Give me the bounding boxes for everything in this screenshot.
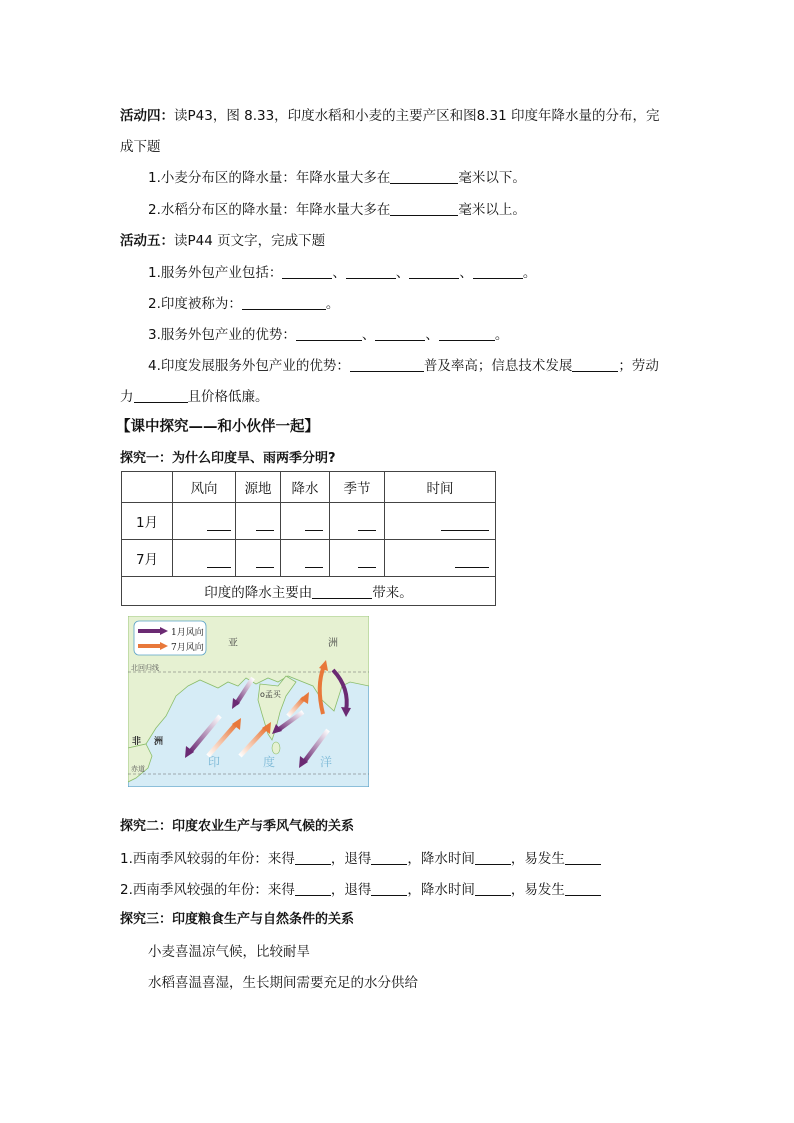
activity5-q4-cont <box>120 385 269 405</box>
activity5-q4 <box>148 354 659 374</box>
answer-blank[interactable] <box>375 326 425 341</box>
answer-blank[interactable] <box>441 516 489 531</box>
answer-blank[interactable] <box>207 553 231 568</box>
label-ya: 亚 <box>228 638 238 649</box>
t-time: ，降水时间 <box>407 851 475 867</box>
footer-end: 带来。 <box>372 585 413 601</box>
sep: 、 <box>361 327 376 343</box>
activity4-heading <box>120 104 660 124</box>
q3-text: 3.服务外包产业的优势： <box>148 327 296 343</box>
activity4-q1 <box>148 166 526 186</box>
sep: 、 <box>425 327 439 343</box>
table-header-cell: 季节 <box>330 472 385 503</box>
activity4-label: 活动四： <box>120 108 174 124</box>
explore3-line1: 小麦喜温凉气候，比较耐旱 <box>148 944 310 960</box>
answer-blank[interactable] <box>242 295 326 310</box>
section-title: 【课中探究——和小伙伴一起】 <box>116 419 319 435</box>
label-tropic: 北回归线 <box>131 664 159 672</box>
table-footer-row <box>122 577 496 606</box>
activity5-q1 <box>148 261 536 281</box>
explore2-q2 <box>120 878 601 898</box>
sep: 、 <box>459 265 473 281</box>
activity5-q3 <box>148 323 508 343</box>
explore1-title: 探究一：为什么印度旱、雨两季分明? <box>120 451 336 466</box>
answer-blank[interactable] <box>295 850 331 865</box>
answer-blank[interactable] <box>282 264 332 279</box>
q4-mid2: ；劳动 <box>618 358 659 374</box>
label-city: o孟买 <box>260 690 281 699</box>
label-zhou2: 洲 <box>154 737 164 747</box>
answer-blank[interactable] <box>572 357 618 372</box>
activity4-heading-cont: 成下题 <box>120 139 161 155</box>
activity5-q2 <box>148 292 339 312</box>
t-easy: ，易发生 <box>510 882 565 898</box>
table-row <box>122 503 496 540</box>
monsoon-table <box>121 471 496 606</box>
answer-blank[interactable] <box>207 516 231 531</box>
q1-text: 1.小麦分布区的降水量：年降水量大多在 <box>148 170 391 186</box>
end: 。 <box>522 265 537 281</box>
row-label: 1月 <box>122 503 173 540</box>
answer-blank[interactable] <box>409 264 459 279</box>
answer-blank[interactable] <box>346 264 396 279</box>
label-fei: 非 <box>132 737 142 747</box>
answer-blank[interactable] <box>256 516 274 531</box>
answer-blank[interactable] <box>295 881 331 896</box>
answer-blank[interactable] <box>371 881 407 896</box>
explore3-line2: 水稻喜温喜湿，生长期间需要充足的水分供给 <box>148 975 418 991</box>
q2-text: 2.西南季风较强的年份：来得 <box>120 882 295 898</box>
row-label: 7月 <box>122 540 173 577</box>
explore2-title: 探究二：印度农业生产与季风气候的关系 <box>120 819 355 834</box>
answer-blank[interactable] <box>358 516 376 531</box>
q1-text: 1.西南季风较弱的年份：来得 <box>120 851 295 867</box>
table-header-cell <box>122 472 173 503</box>
table-row <box>122 540 496 577</box>
answer-blank[interactable] <box>312 584 372 599</box>
explore3-title: 探究三：印度粮食生产与自然条件的关系 <box>120 912 355 927</box>
table-header-cell: 源地 <box>236 472 281 503</box>
sep: 、 <box>332 265 346 281</box>
footer-text: 印度的降水主要由 <box>204 585 313 601</box>
t-tui: ，退得 <box>330 851 372 867</box>
legend-jul-label: 7月风向 <box>171 643 204 653</box>
answer-blank[interactable] <box>371 850 407 865</box>
label-yin: 印 <box>208 755 221 769</box>
q2-text: 2.印度被称为： <box>148 296 242 312</box>
answer-blank[interactable] <box>473 264 523 279</box>
activity4-text: 读P43，图 8.33，印度水稻和小麦的主要产区和图8.31 印度年降水量的分布，完 <box>174 108 660 124</box>
answer-blank[interactable] <box>565 850 601 865</box>
label-yang: 洋 <box>320 755 333 769</box>
answer-blank[interactable] <box>390 201 458 216</box>
monsoon-map <box>128 616 369 787</box>
t-time: ，降水时间 <box>407 882 475 898</box>
q4-text: 4.印度发展服务外包产业的优势： <box>148 358 350 374</box>
table-header-cell: 时间 <box>385 472 496 503</box>
legend-jan-label: 1月风向 <box>171 628 204 638</box>
table-footer <box>122 577 496 606</box>
answer-blank[interactable] <box>475 881 511 896</box>
q1-unit: 毫米以下。 <box>458 170 526 186</box>
q1-text: 1.服务外包产业包括： <box>148 265 283 281</box>
answer-blank[interactable] <box>134 388 188 403</box>
answer-blank[interactable] <box>475 850 511 865</box>
answer-blank[interactable] <box>296 326 362 341</box>
t-easy: ，易发生 <box>510 851 565 867</box>
sri-lanka <box>272 742 280 754</box>
activity5-text: 读P44 页文字，完成下题 <box>174 233 326 249</box>
label-du: 度 <box>263 755 276 769</box>
q2-text: 2.水稻分布区的降水量：年降水量大多在 <box>148 202 391 218</box>
activity5-label: 活动五： <box>120 233 174 249</box>
answer-blank[interactable] <box>256 553 274 568</box>
sep: 、 <box>395 265 410 281</box>
answer-blank[interactable] <box>350 357 424 372</box>
q4-cont-post: 且价格低廉。 <box>187 389 269 405</box>
q4-mid1: 普及率高；信息技术发展 <box>423 358 573 374</box>
answer-blank[interactable] <box>565 881 601 896</box>
answer-blank[interactable] <box>390 169 458 184</box>
explore2-q1 <box>120 847 601 867</box>
label-equator: 赤道 <box>131 765 145 773</box>
q2-unit: 毫米以上。 <box>458 202 526 218</box>
answer-blank[interactable] <box>305 516 323 531</box>
activity4-q2 <box>148 198 526 218</box>
answer-blank[interactable] <box>455 553 489 568</box>
t-tui: ，退得 <box>330 882 372 898</box>
answer-blank[interactable] <box>358 553 376 568</box>
answer-blank[interactable] <box>305 553 323 568</box>
end: 。 <box>494 327 509 343</box>
label-zhou: 洲 <box>328 638 338 649</box>
answer-blank[interactable] <box>439 326 495 341</box>
end: 。 <box>325 296 340 312</box>
table-header-cell: 风向 <box>173 472 236 503</box>
table-header-cell: 降水 <box>281 472 330 503</box>
activity5-heading <box>120 229 325 249</box>
table-header-row <box>122 472 496 503</box>
q4-cont-pre: 力 <box>120 389 134 405</box>
